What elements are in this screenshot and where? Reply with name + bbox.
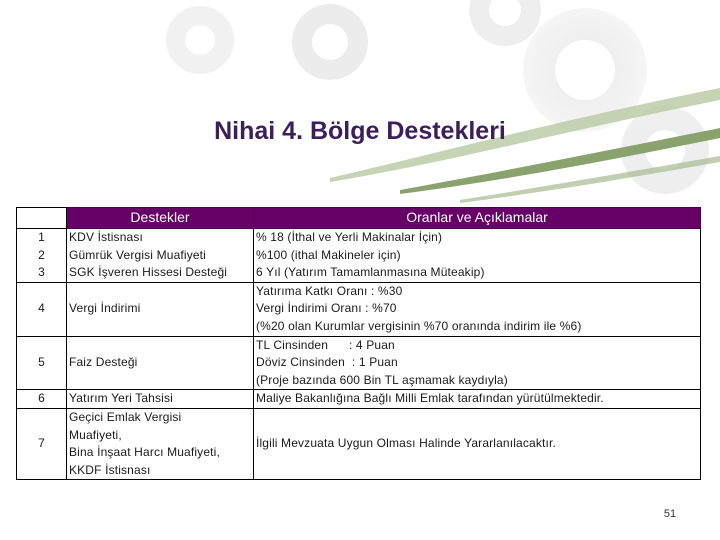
row-support-name: Yatırım Yeri Tahsisi <box>67 390 254 409</box>
row-number: 7 <box>17 408 67 479</box>
table-row <box>17 336 701 390</box>
row-number: 3 <box>17 264 67 282</box>
table-header-row <box>17 208 701 229</box>
table-row <box>17 264 701 282</box>
row-description: TL Cinsinden : 4 Puan Döviz Cinsinden : 1 Puan (Proje bazında 600 Bin TL aşmamak kaydıyla) <box>254 336 701 390</box>
row-description: % 18 (İthal ve Yerli Makinalar İçin) <box>254 229 701 247</box>
table-row <box>17 408 701 479</box>
gear-icon <box>166 6 234 74</box>
gear-icon <box>469 0 541 46</box>
row-description: Maliye Bakanlığına Bağlı Milli Emlak tarafından yürütülmektedir. <box>254 390 701 409</box>
row-support-name: Vergi İndirimi <box>67 282 254 336</box>
row-description: 6 Yıl (Yatırım Tamamlanmasına Müteakip) <box>254 264 701 282</box>
header-destekler: Destekler <box>67 208 254 229</box>
row-number: 1 <box>17 229 67 247</box>
row-support-name: SGK İşveren Hissesi Desteği <box>67 264 254 282</box>
row-support-name: Geçici Emlak Vergisi Muafiyeti, Bina İnşaat Harcı Muafiyeti, KKDF İstisnası <box>67 408 254 479</box>
row-support-name: Faiz Desteği <box>67 336 254 390</box>
row-number: 6 <box>17 390 67 409</box>
page-title: Nihai 4. Bölge Destekleri <box>214 117 506 145</box>
table-row <box>17 229 701 247</box>
row-description: İlgili Mevzuata Uygun Olması Halinde Yararlanılacaktır. <box>254 408 701 479</box>
row-description: %100 (ithal Makineler için) <box>254 247 701 265</box>
row-description: Yatırıma Katkı Oranı : %30 Vergi İndirimi Oranı : %70 (%20 olan Kurumlar vergisinin %70 oranında indirim ile %6) <box>254 282 701 336</box>
row-number: 4 <box>17 282 67 336</box>
destekler-table <box>16 207 701 480</box>
header-oranlar: Oranlar ve Açıklamalar <box>254 208 701 229</box>
row-support-name: Gümrük Vergisi Muafiyeti <box>67 247 254 265</box>
background-gears-decoration <box>0 0 720 210</box>
gear-icon <box>292 4 368 80</box>
row-number: 5 <box>17 336 67 390</box>
row-support-name: KDV İstisnası <box>67 229 254 247</box>
table-row <box>17 282 701 336</box>
page-number: 51 <box>663 508 677 520</box>
header-number-cell <box>17 208 67 229</box>
row-number: 2 <box>17 247 67 265</box>
table-row <box>17 390 701 409</box>
table-row <box>17 247 701 265</box>
